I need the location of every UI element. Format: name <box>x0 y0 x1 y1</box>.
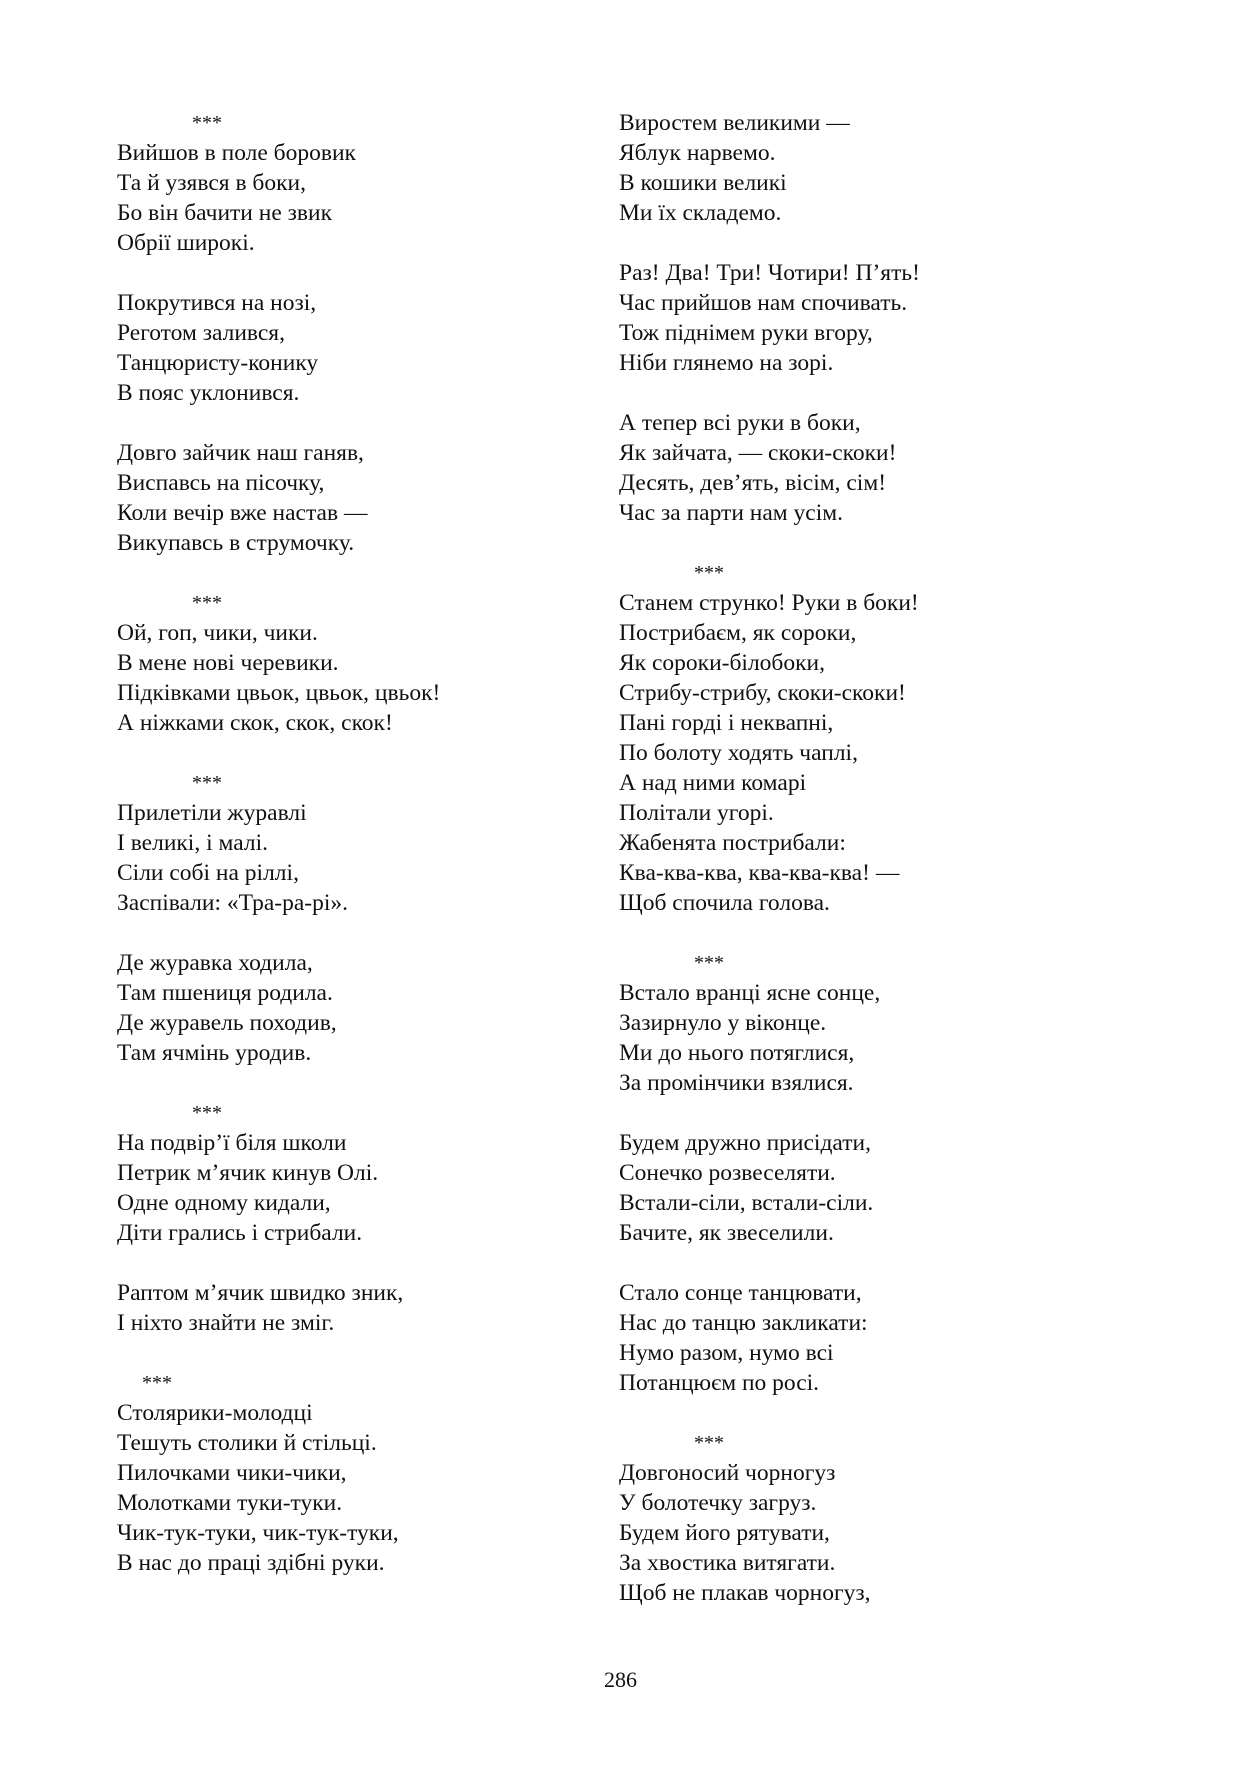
right-stanza <box>619 588 1089 918</box>
left-stanza <box>117 1128 587 1248</box>
verse-line: Тешуть столики й стільці. <box>117 1430 377 1456</box>
stanza-gap <box>117 738 587 768</box>
verse-line: В пояс уклонився. <box>117 380 300 406</box>
verse-line: Раптом м’ячик швидко зник, <box>117 1280 404 1306</box>
verse-line: Щоб спочила голова. <box>619 890 830 916</box>
verse-line: Стрибу-стрибу, скоки-скоки! <box>619 680 906 706</box>
poem-separator: *** <box>694 562 724 584</box>
verse-line: Діти грались і стрибали. <box>117 1220 363 1246</box>
verse-line: Там ячмінь уродив. <box>117 1040 312 1066</box>
verse-line: Заспівали: «Тра-ра-рі». <box>117 890 348 916</box>
verse-line: Покрутився на нозі, <box>117 290 317 316</box>
verse-line: Жабенята пострибали: <box>619 830 846 856</box>
left-stanza <box>117 138 587 258</box>
stanza-gap <box>117 1068 587 1098</box>
verse-line: Пилочками чики-чики, <box>117 1460 347 1486</box>
verse-line: А над ними комарі <box>619 770 807 796</box>
stanza-gap <box>117 1248 587 1278</box>
verse-line: Пострибаєм, як сороки, <box>619 620 857 646</box>
right-stanza <box>619 978 1089 1098</box>
verse-line: Довгоносий чорногуз <box>619 1460 836 1486</box>
stanza-gap <box>117 258 587 288</box>
verse-line: Зазирнуло у віконце. <box>619 1010 827 1036</box>
verse-line: Станем струнко! Руки в боки! <box>619 590 919 616</box>
verse-line: Підківками цвьок, цвьок, цвьок! <box>117 680 441 706</box>
verse-line: В кошики великі <box>619 170 787 196</box>
verse-line: По болоту ходять чаплі, <box>619 740 858 766</box>
verse-line: Нас до танцю закликати: <box>619 1310 868 1336</box>
verse-line: Виспавсь на пісочку, <box>117 470 325 496</box>
right-stanza <box>619 1458 1089 1608</box>
verse-line: Встали-сіли, встали-сіли. <box>619 1190 874 1216</box>
verse-line: Молотками туки-туки. <box>117 1490 343 1516</box>
verse-line: Як зайчата, — скоки-скоки! <box>619 440 897 466</box>
stanza-gap <box>619 1248 1089 1278</box>
poem-separator: *** <box>192 1102 222 1124</box>
right-column <box>619 108 1089 1608</box>
verse-line: В мене нові черевики. <box>117 650 339 676</box>
verse-line: Де журавка ходила, <box>117 950 313 976</box>
verse-line: Встало вранці ясне сонце, <box>619 980 881 1006</box>
verse-line: Довго зайчик наш ганяв, <box>117 440 364 466</box>
stanza-gap <box>619 228 1089 258</box>
stanza-gap <box>619 528 1089 558</box>
page-number: 286 <box>604 1667 637 1692</box>
left-stanza <box>117 948 587 1068</box>
verse-line: Ніби глянемо на зорі. <box>619 350 834 376</box>
verse-line: Ква-ква-ква, ква-ква-ква! — <box>619 860 900 886</box>
verse-line: Петрик м’ячик кинув Олі. <box>117 1160 379 1186</box>
left-stanza <box>117 618 587 738</box>
verse-line: Політали угорі. <box>619 800 774 826</box>
verse-line: Прилетіли журавлі <box>117 800 307 826</box>
left-stanza <box>117 1278 587 1338</box>
verse-line: Час за парти нам усім. <box>619 500 843 526</box>
stanza-gap <box>619 1098 1089 1128</box>
verse-line: Вийшов в поле боровик <box>117 140 356 166</box>
left-stanza <box>117 1398 587 1578</box>
verse-line: В нас до праці здібні руки. <box>117 1550 385 1576</box>
verse-line: Столярики-молодці <box>117 1400 313 1426</box>
verse-line: Щоб не плакав чорногуз, <box>619 1580 871 1606</box>
verse-line: Та й узявся в боки, <box>117 170 306 196</box>
right-stanza <box>619 258 1089 378</box>
verse-line: Викупавсь в струмочку. <box>117 530 355 556</box>
verse-line: Яблук нарвемо. <box>619 140 776 166</box>
right-stanza <box>619 408 1089 528</box>
verse-line: Бачите, як звеселили. <box>619 1220 834 1246</box>
poem-separator: *** <box>192 592 222 614</box>
verse-line: Реготом залився, <box>117 320 285 346</box>
verse-line: Сонечко розвеселяти. <box>619 1160 836 1186</box>
verse-line: Будем його рятувати, <box>619 1520 830 1546</box>
verse-line: Коли вечір вже настав — <box>117 500 368 526</box>
left-stanza <box>117 798 587 918</box>
verse-line: Там пшениця родила. <box>117 980 333 1006</box>
verse-line: Ми до нього потяглися, <box>619 1040 855 1066</box>
verse-line: І ніхто знайти не зміг. <box>117 1310 335 1336</box>
verse-line: Танцюристу-конику <box>117 350 319 376</box>
verse-line: Ой, гоп, чики, чики. <box>117 620 318 646</box>
verse-line: Ми їх складемо. <box>619 200 782 226</box>
right-stanza <box>619 108 1089 228</box>
verse-line: Одне одному кидали, <box>117 1190 331 1216</box>
poem-separator: *** <box>694 1432 724 1454</box>
verse-line: Сіли собі на ріллі, <box>117 860 299 886</box>
verse-line: Раз! Два! Три! Чотири! П’ять! <box>619 260 920 286</box>
verse-line: Чик-тук-туки, чик-тук-туки, <box>117 1520 399 1546</box>
verse-line: У болотечку загруз. <box>619 1490 817 1516</box>
verse-line: Час прийшов нам спочивать. <box>619 290 908 316</box>
verse-line: Виростем великими — <box>619 110 850 136</box>
verse-line: Нумо разом, нумо всі <box>619 1340 834 1366</box>
right-stanza <box>619 1278 1089 1398</box>
stanza-gap <box>117 918 587 948</box>
verse-line: А ніжками скок, скок, скок! <box>117 710 393 736</box>
left-stanza <box>117 288 587 408</box>
verse-line: І великі, і малі. <box>117 830 268 856</box>
verse-line: Як сороки-білобоки, <box>619 650 826 676</box>
stanza-gap <box>619 918 1089 948</box>
poem-separator: *** <box>694 952 724 974</box>
verse-line: Пані горді і неквапні, <box>619 710 834 736</box>
left-stanza <box>117 438 587 558</box>
poem-separator: *** <box>192 772 222 794</box>
stanza-gap <box>117 1338 587 1368</box>
verse-line: Потанцюєм по росі. <box>619 1370 820 1396</box>
verse-line: На подвір’ї біля школи <box>117 1130 347 1156</box>
verse-line: За промінчики взялися. <box>619 1070 854 1096</box>
stanza-gap <box>117 408 587 438</box>
right-stanza <box>619 1128 1089 1248</box>
verse-line: Десять, дев’ять, вісім, сім! <box>619 470 887 496</box>
verse-line: Бо він бачити не звик <box>117 200 333 226</box>
poem-separator: *** <box>142 1372 172 1394</box>
poem-separator: *** <box>192 112 222 134</box>
verse-line: За хвостика витягати. <box>619 1550 836 1576</box>
verse-line: А тепер всі руки в боки, <box>619 410 861 436</box>
stanza-gap <box>117 558 587 588</box>
verse-line: Тож піднімем руки вгору, <box>619 320 873 346</box>
stanza-gap <box>619 1398 1089 1428</box>
verse-line: Обрії широкі. <box>117 230 255 256</box>
left-column <box>117 108 587 1578</box>
stanza-gap <box>619 378 1089 408</box>
verse-line: Будем дружно присідати, <box>619 1130 871 1156</box>
verse-line: Стало сонце танцювати, <box>619 1280 862 1306</box>
verse-line: Де журавель походив, <box>117 1010 337 1036</box>
